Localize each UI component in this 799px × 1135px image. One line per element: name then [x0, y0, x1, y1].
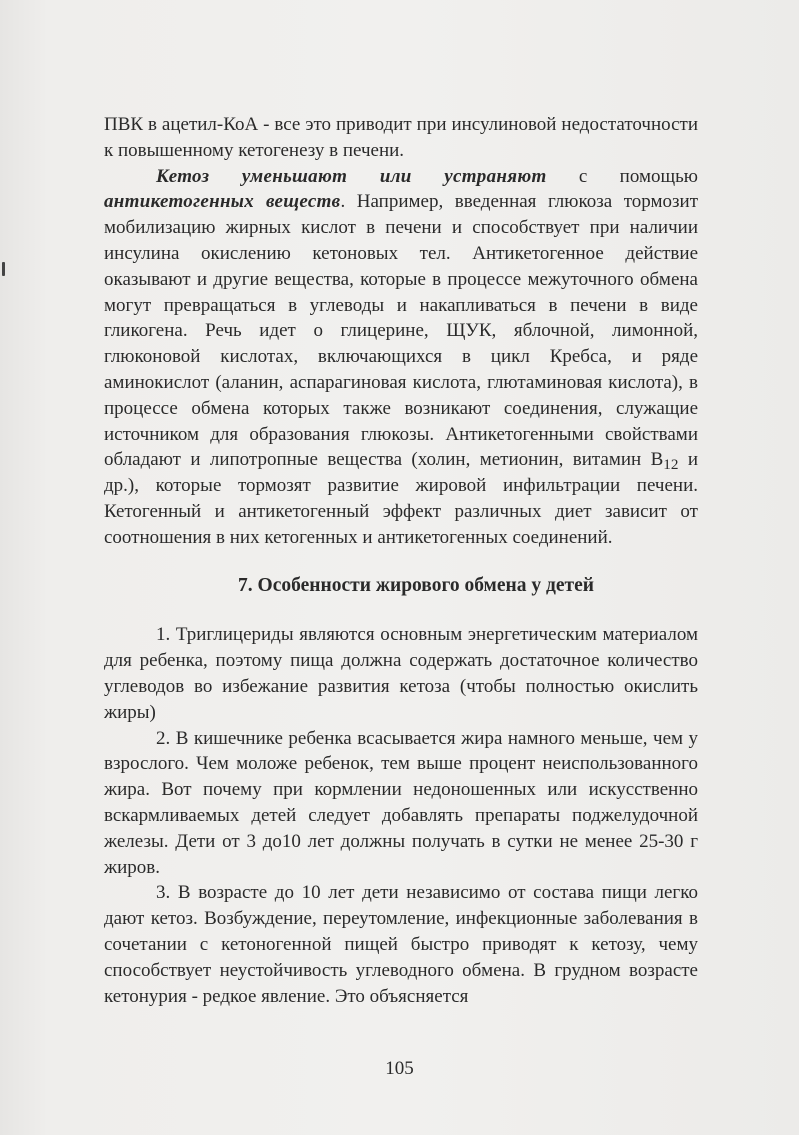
body-text	[104, 112, 698, 1009]
list-item-3: 3. В возрасте до 10 лет дети независимо от состава пищи легко дают кетоз. Возбуждение, переутомление, инфекционные заболевания в сочетании с кетоногенной пищей быстро приводят к кетозу, чему способствует неустойчивость углеводного обмена. В грудном возрасте кетонурия - редкое явление. Это объясняется	[104, 882, 698, 1007]
paragraph-2-text-c: и др.), которые тормозят развитие жировой инфильтрации печени. Кетогенный и антикетогенный эффект различных диет зависит от соотношения в них кетогенных и антикетогенных соединений.	[104, 449, 698, 548]
section-heading: 7. Особенности жирового обмена у детей	[238, 574, 594, 596]
margin-mark	[2, 262, 5, 276]
paragraph-2-text-b: . Например, введенная глюкоза тормозит мобилизацию жирных кислот в печени и способствует при наличии инсулина окислению кетоновых тел. Антикетогенное действие оказывают и другие вещества, которые в процессе межуточного обмена могут превращаться в углеводы и накапливаться в печени в виде гликогена. Речь идет о глицерине, ЩУК, яблочной, лимонной, глюконовой кислотах, включающихся в цикл Кребса, и ряде аминокислот (аланин, аспарагиновая кислота, глютаминовая кислота), в процессе обмена которых также возникают соединения, служащие источником для образования глюкозы. Антикетогенными свойствами обладают и липотропные вещества (холин, метионин, витамин B	[104, 191, 698, 471]
paragraph-1: ПВК в ацетил-КоА - все это приводит при инсулиновой недостаточности к повышенному кетогенезу в печени.	[104, 114, 698, 161]
list-item-2: 2. В кишечнике ребенка всасывается жира намного меньше, чем у взрослого. Чем моложе ребенок, тем выше процент неиспользованного жира. Вот почему при кормлении недоношенных или искусственно вскармливаемых детей следует добавлять препараты поджелудочной железы. Дети от 3 до10 лет должны получать в сутки не менее 25-30 г жиров.	[104, 727, 698, 878]
emphasis-ketosis: Кетоз уменьшают или устраняют	[156, 165, 547, 187]
list-item-1: 1. Триглицериды являются основным энергетическим материалом для ребенка, поэтому пища должна содержать достаточное количество углеводов во избежание развития кетоза (чтобы полностью окислить жиры)	[104, 624, 698, 723]
subscript-12: 12	[663, 456, 679, 474]
page-number: 105	[385, 1058, 414, 1079]
emphasis-antiketogenic: антикетогенных веществ	[104, 191, 341, 213]
paragraph-2	[104, 164, 698, 551]
paragraph-2-text-a: с помощью	[546, 165, 698, 187]
